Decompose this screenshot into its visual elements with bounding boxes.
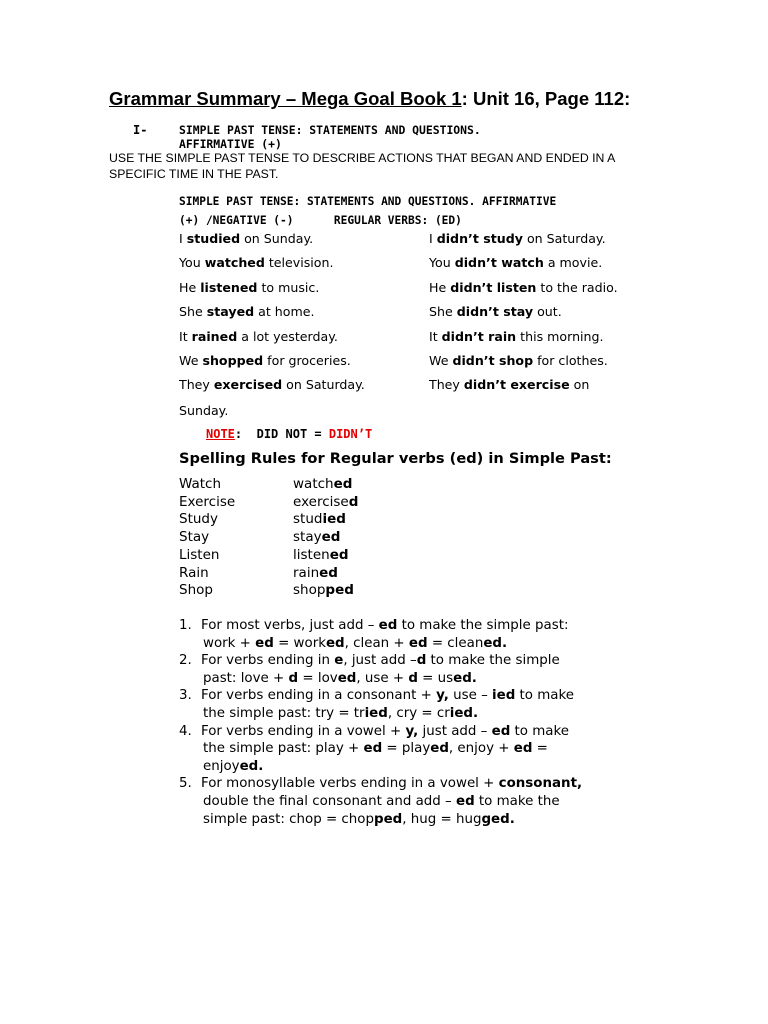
rule-item — [179, 617, 582, 652]
rule-bold-text: ed — [255, 635, 274, 651]
affirmative-example-row — [179, 353, 351, 368]
verb-past — [293, 529, 340, 545]
page-title — [109, 88, 630, 110]
example-subject: We — [429, 353, 453, 368]
rule-text: just add – — [418, 723, 492, 739]
rule-line — [179, 758, 582, 776]
example-subject: We — [179, 353, 203, 368]
verb-past — [293, 565, 338, 581]
rule-bold-text: ed — [491, 723, 511, 739]
example-rest: a lot yesterday. — [237, 328, 338, 344]
title-rest: : Unit 16, Page 112: — [461, 88, 631, 109]
verb-past — [293, 511, 346, 527]
rule-text: work + — [203, 635, 256, 651]
affirmative-example-row — [179, 377, 365, 392]
verb-ending: ed — [319, 564, 338, 581]
example-wrap-text: Sunday. — [179, 403, 229, 418]
negative-example-row — [429, 377, 589, 392]
rule-bold-text: consonant, — [498, 776, 583, 792]
verb-past — [293, 494, 358, 510]
example-verb: watched — [204, 255, 265, 271]
rule-text: to make the simple past: — [397, 618, 569, 633]
rule-text: to make — [510, 723, 570, 739]
rule-item — [179, 775, 582, 828]
example-subject: He — [179, 279, 201, 295]
example-verb: shopped — [202, 353, 264, 368]
rule-line — [179, 775, 582, 793]
rule-text: simple past: chop = chop — [203, 811, 374, 827]
example-subject: She — [179, 304, 207, 320]
rule-text: For monosyllable verbs ending in a vowel + — [201, 776, 499, 792]
affirmative-example-row — [179, 304, 315, 319]
verb-base: Rain — [179, 564, 209, 581]
section-numeral: I- — [133, 123, 148, 137]
negative-example-row — [429, 329, 604, 344]
example-subject: It — [429, 328, 442, 344]
rule-bold-text: e — [334, 653, 344, 669]
subheading — [179, 192, 556, 230]
verb-stem: exercise — [293, 493, 349, 510]
rule-bold-text: y, — [436, 688, 449, 704]
example-subject: They — [429, 377, 464, 393]
verb-base: Exercise — [179, 493, 236, 510]
section-heading-line2: AFFIRMATIVE (+) — [179, 137, 282, 151]
example-rest: on — [569, 377, 590, 393]
intro-line2: SPECIFIC TIME IN THE PAST. — [109, 167, 279, 181]
rule-text: = lov — [298, 670, 338, 686]
rule-item — [179, 687, 582, 722]
title-underlined: Grammar Summary – Mega Goal Book 1 — [109, 88, 462, 109]
verb-stem: stay — [293, 529, 322, 546]
rule-bold-text: ed — [408, 635, 428, 651]
rule-bold-text: ed. — [239, 758, 264, 774]
rule-text: For verbs ending in — [201, 653, 335, 669]
example-rest: this morning. — [516, 328, 604, 344]
verb-stem: watch — [293, 476, 334, 492]
rule-bold-text: d — [416, 653, 427, 669]
example-verb: didn’t study — [436, 231, 523, 246]
example-subject: You — [179, 255, 205, 271]
example-verb: didn’t listen — [450, 279, 537, 295]
verb-ending: d — [348, 493, 359, 510]
rule-text: the simple past: play + — [203, 741, 364, 757]
example-subject: You — [429, 255, 455, 271]
rule-text: = clean — [427, 635, 484, 651]
verb-past — [293, 476, 352, 492]
intro-line1: USE THE SIMPLE PAST TENSE TO DESCRIBE ACTIONS THAT BEGAN AND ENDED IN A — [109, 151, 616, 165]
rule-number: 1. — [179, 618, 192, 633]
rule-bold-text: ied — [492, 688, 516, 704]
example-rest: on Sunday. — [240, 231, 314, 246]
example-rest: a movie. — [543, 255, 603, 271]
affirmative-example-row — [179, 280, 319, 295]
note-line — [206, 427, 372, 441]
intro-text — [109, 150, 615, 182]
verb-stem: shop — [293, 582, 326, 599]
rule-line — [179, 705, 582, 723]
example-verb: didn’t rain — [441, 328, 517, 344]
verb-base: Listen — [179, 546, 220, 563]
rules-list — [179, 617, 582, 828]
rule-text: to make — [515, 688, 575, 704]
rule-text: For verbs ending in a consonant + — [201, 688, 437, 704]
example-rest: on Saturday. — [522, 231, 606, 246]
rule-item — [179, 723, 582, 776]
rule-bold-text: ed — [456, 793, 475, 809]
rule-bold-text: ed. — [453, 670, 477, 686]
example-verb: didn’t exercise — [463, 377, 570, 393]
example-rest: to the radio. — [536, 279, 618, 295]
subheading-line2: (+) /NEGATIVE (-) REGULAR VERBS: (ED) — [179, 214, 462, 227]
rule-text: use – — [448, 688, 493, 704]
verb-past — [293, 582, 354, 598]
rule-line — [179, 635, 582, 653]
rule-text: For most verbs, just add – — [201, 618, 379, 633]
verb-ending: ied — [322, 511, 346, 528]
rule-text: past: love + — [203, 670, 289, 686]
rule-text: = — [532, 741, 548, 757]
section-heading-line1: SIMPLE PAST TENSE: STATEMENTS AND QUESTIONS. — [179, 123, 481, 137]
negative-example-row — [429, 304, 562, 319]
note-colon: : — [234, 427, 243, 441]
example-rest: for clothes. — [533, 353, 608, 368]
rule-item — [179, 652, 582, 687]
affirmative-example-row — [179, 255, 334, 270]
negative-example-row — [429, 353, 608, 368]
rule-text: = us — [417, 670, 454, 686]
note-highlight: DIDN’T — [328, 427, 373, 441]
rule-text: For verbs ending in a vowel + — [201, 723, 406, 739]
negative-example-row — [429, 255, 602, 270]
example-subject: He — [429, 279, 451, 295]
rule-number: 5. — [179, 776, 192, 792]
example-verb: didn’t stay — [456, 304, 534, 320]
negative-example-row — [429, 231, 606, 246]
rule-text: enjoy — [203, 758, 240, 774]
rule-bold-text: ed — [325, 635, 345, 651]
section-heading — [179, 123, 481, 151]
subheading-line1: SIMPLE PAST TENSE: STATEMENTS AND QUESTIONS. AFFIRMATIVE — [179, 195, 557, 208]
rule-bold-text: ed — [513, 741, 533, 757]
negative-example-row — [429, 280, 618, 295]
note-text: DID NOT = — [256, 427, 329, 441]
rule-line — [179, 723, 582, 741]
example-rest: out. — [533, 304, 562, 320]
rule-text: , use + — [356, 670, 409, 686]
example-verb: stayed — [206, 304, 255, 320]
verb-ending: ped — [325, 582, 354, 599]
rule-text: = work — [273, 635, 326, 651]
example-verb: listened — [200, 279, 258, 295]
rule-bold-text: ied — [364, 705, 388, 721]
rule-bold-text: ged. — [481, 811, 515, 827]
example-subject: I — [179, 231, 187, 246]
rule-text: , just add – — [343, 653, 417, 669]
verb-base: Watch — [179, 476, 222, 492]
rule-bold-text: y, — [405, 723, 419, 739]
example-rest: on Saturday. — [282, 377, 365, 393]
rule-text: double the final consonant and add – — [203, 793, 456, 809]
rule-bold-text: d — [408, 670, 418, 686]
rule-number: 2. — [179, 653, 192, 669]
example-subject: I — [429, 231, 437, 246]
rule-text: to make the — [474, 793, 560, 809]
rule-line — [179, 740, 582, 758]
rule-line — [179, 793, 582, 811]
rule-text: = play — [382, 741, 431, 757]
affirmative-example-row — [179, 231, 313, 246]
verb-stem: stud — [293, 511, 323, 528]
verb-base: Stay — [179, 529, 210, 546]
example-subject: They — [179, 377, 214, 393]
verb-ending: ed — [333, 476, 353, 492]
verb-ending: ed — [329, 546, 349, 563]
rule-line — [179, 811, 582, 829]
verb-base: Shop — [179, 582, 213, 599]
verb-past — [293, 547, 349, 563]
example-rest: to music. — [257, 279, 320, 295]
rule-bold-text: ed — [430, 741, 449, 757]
rule-bold-text: ed. — [483, 635, 508, 651]
example-rest: television. — [264, 255, 334, 271]
rule-bold-text: ed — [378, 618, 398, 633]
rule-line — [179, 670, 582, 688]
rule-bold-text: ed — [363, 741, 383, 757]
example-verb: studied — [186, 231, 241, 246]
verb-stem: rain — [293, 564, 320, 581]
rule-text: , clean + — [344, 635, 409, 651]
example-rest: at home. — [254, 304, 315, 320]
rule-line — [179, 617, 582, 635]
verb-base: Study — [179, 511, 218, 528]
example-verb: didn’t shop — [452, 353, 534, 368]
rule-bold-text: ied. — [449, 705, 479, 721]
rule-number: 3. — [179, 688, 192, 704]
rule-line — [179, 687, 582, 705]
rule-bold-text: d — [288, 670, 299, 686]
example-rest: for groceries. — [263, 353, 351, 368]
rule-text: to make the simple — [426, 653, 560, 669]
rule-number: 4. — [179, 723, 192, 739]
rule-bold-text: ed — [337, 670, 357, 686]
example-verb: didn’t watch — [454, 255, 544, 271]
example-subject: It — [179, 328, 192, 344]
verb-stem: listen — [293, 546, 330, 563]
example-verb: rained — [191, 328, 238, 344]
verb-ending: ed — [321, 529, 341, 546]
rule-text: the simple past: try = tr — [203, 705, 365, 721]
example-verb: exercised — [213, 377, 283, 393]
rule-text: , cry = cr — [387, 705, 450, 721]
spelling-heading: Spelling Rules for Regular verbs (ed) in Simple Past: — [179, 450, 612, 467]
example-subject: She — [429, 304, 457, 320]
rule-text: , hug = hug — [402, 811, 482, 827]
affirmative-example-row — [179, 329, 338, 344]
rule-bold-text: ped — [373, 811, 403, 827]
rule-line — [179, 652, 582, 670]
note-label: NOTE — [206, 427, 235, 441]
rule-text: , enjoy + — [448, 741, 514, 757]
